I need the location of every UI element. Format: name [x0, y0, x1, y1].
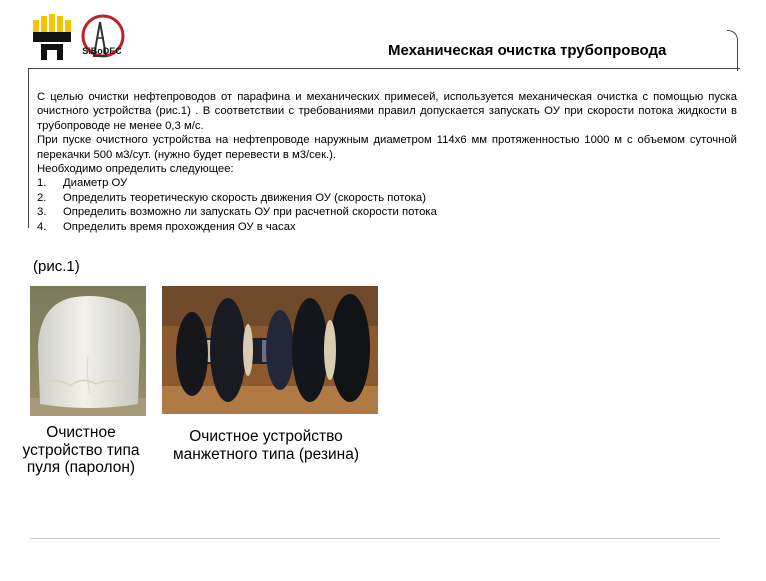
header-divider — [28, 68, 740, 69]
company-logo — [80, 12, 126, 64]
list-item: 4. Определить время прохождения ОУ в часах — [37, 220, 296, 233]
page-title: Механическая очистка трубопровода — [388, 42, 667, 59]
list-item: 3. Определить возможно ли запускать ОУ при расчетной скорости потока — [37, 206, 437, 219]
list-item: 2. Определить теоретическую скорость движения ОУ (скорость потока) — [37, 191, 426, 204]
list-item: 1. Диаметр ОУ — [37, 177, 128, 190]
task-text — [37, 90, 737, 234]
task-list — [37, 176, 737, 234]
rosneft-logo — [30, 14, 74, 62]
frame-left-line — [28, 68, 29, 228]
caption-foam-pig: Очистное устройство типа пуля (паролон) — [22, 424, 140, 476]
intro-paragraph: С целью очистки нефтепроводов от парафина и механических примесей, используется механическая очистка с помощью пуска очистного устройства (рис.1) . В соответствии с требованиями правил допускается запускать ОУ при скорости потока жидкости в трубопроводе не менее 0,3 м/с. — [37, 91, 737, 132]
caption-cup-pig: Очистное устройство манжетного типа (резина) — [172, 428, 360, 463]
svg-text:SiBoDEC: SiBoDEC — [82, 46, 122, 56]
foam-pig-photo — [30, 286, 146, 416]
figure-label: (рис.1) — [33, 258, 80, 275]
header-frame-corner — [727, 30, 738, 71]
task-heading: Необходимо определить следующее: — [37, 163, 234, 176]
conditions-paragraph: При пуске очистного устройства на нефтепроводе наружным диаметром 114х6 мм протяженностью 1000 м с объемом суточной перекачки 500 м3/сут. (нужно будет перевести в м3/сек.). — [37, 134, 737, 161]
cup-pig-photo — [162, 286, 378, 414]
footer-divider — [30, 538, 720, 539]
